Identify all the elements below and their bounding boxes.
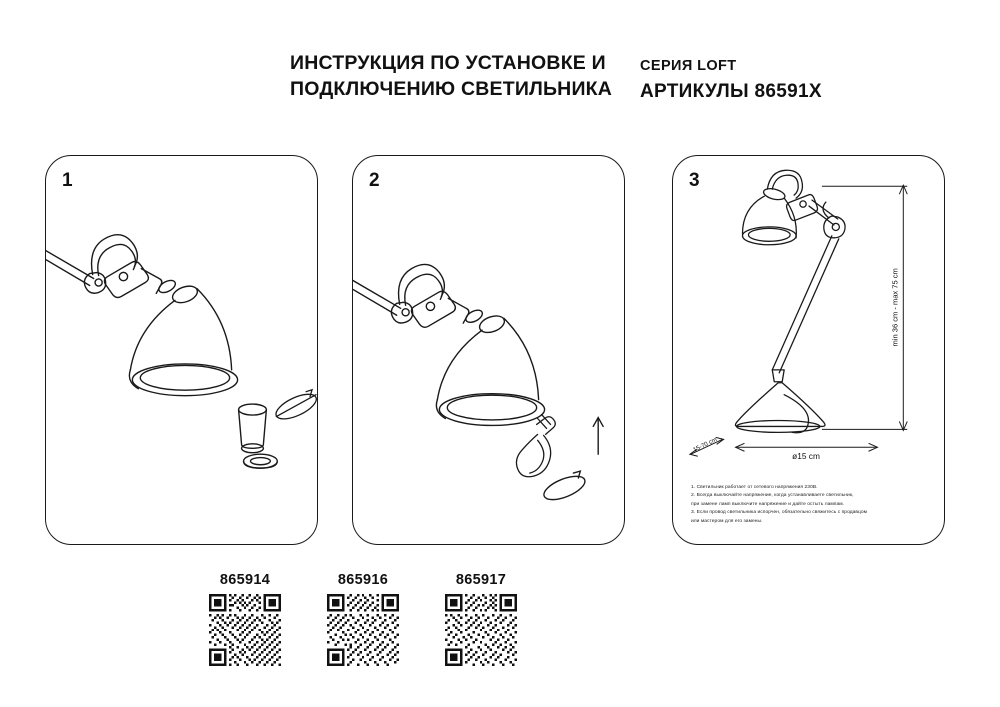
step-number-3: 3 (689, 170, 700, 191)
header (0, 50, 1000, 110)
step-panel-1 (45, 155, 318, 545)
note-line-1: 1. Светильник работает от сетевого напряжения 230В. (691, 484, 818, 490)
note-line-3: при замене ламп выключите напряжение и дайте остыть лампам. (691, 501, 845, 507)
series-block (640, 58, 900, 103)
step-number-1: 1 (62, 170, 73, 191)
step-2-illustration (353, 156, 624, 544)
note-line-4: 3. Если провод светильника испорчен, обязательно свяжитесь с продавцом (691, 510, 868, 516)
qr-code-row (150, 572, 570, 682)
qr-item-865917 (416, 572, 546, 666)
qr-item-865916 (298, 572, 428, 666)
note-line-2: 2. Всегда выключайте напряжение, когда устанавливаете светильник, (691, 493, 854, 499)
step-number-2: 2 (369, 170, 380, 191)
page-title-line-1: ИНСТРУКЦИЯ ПО УСТАНОВКЕ И (290, 52, 606, 74)
page-title-line-2: ПОДКЛЮЧЕНИЮ СВЕТИЛЬНИКА (290, 78, 613, 100)
base-diameter-label: ø15 cm (792, 451, 820, 462)
step-panel-2 (352, 155, 625, 545)
qr-code-icon (445, 594, 517, 666)
qr-label: 865914 (219, 572, 271, 588)
qr-label: 865916 (337, 572, 389, 588)
page-title (290, 50, 620, 102)
qr-label: 865917 (455, 572, 507, 588)
step-panel-3 (672, 155, 945, 545)
step-1-illustration (46, 156, 317, 544)
qr-item-865914 (180, 572, 310, 666)
height-dimension-label: min 36 cm - max 75 cm (890, 268, 900, 347)
safety-notes (691, 484, 929, 526)
qr-code-icon (327, 594, 399, 666)
qr-code-icon (209, 594, 281, 666)
depth-dimension-label: 15-70 cm (692, 436, 719, 454)
article-label: АРТИКУЛЫ 86591X (640, 81, 822, 102)
note-line-5: или мастером для его замены. (691, 518, 763, 524)
series-label: СЕРИЯ LOFT (640, 58, 737, 74)
